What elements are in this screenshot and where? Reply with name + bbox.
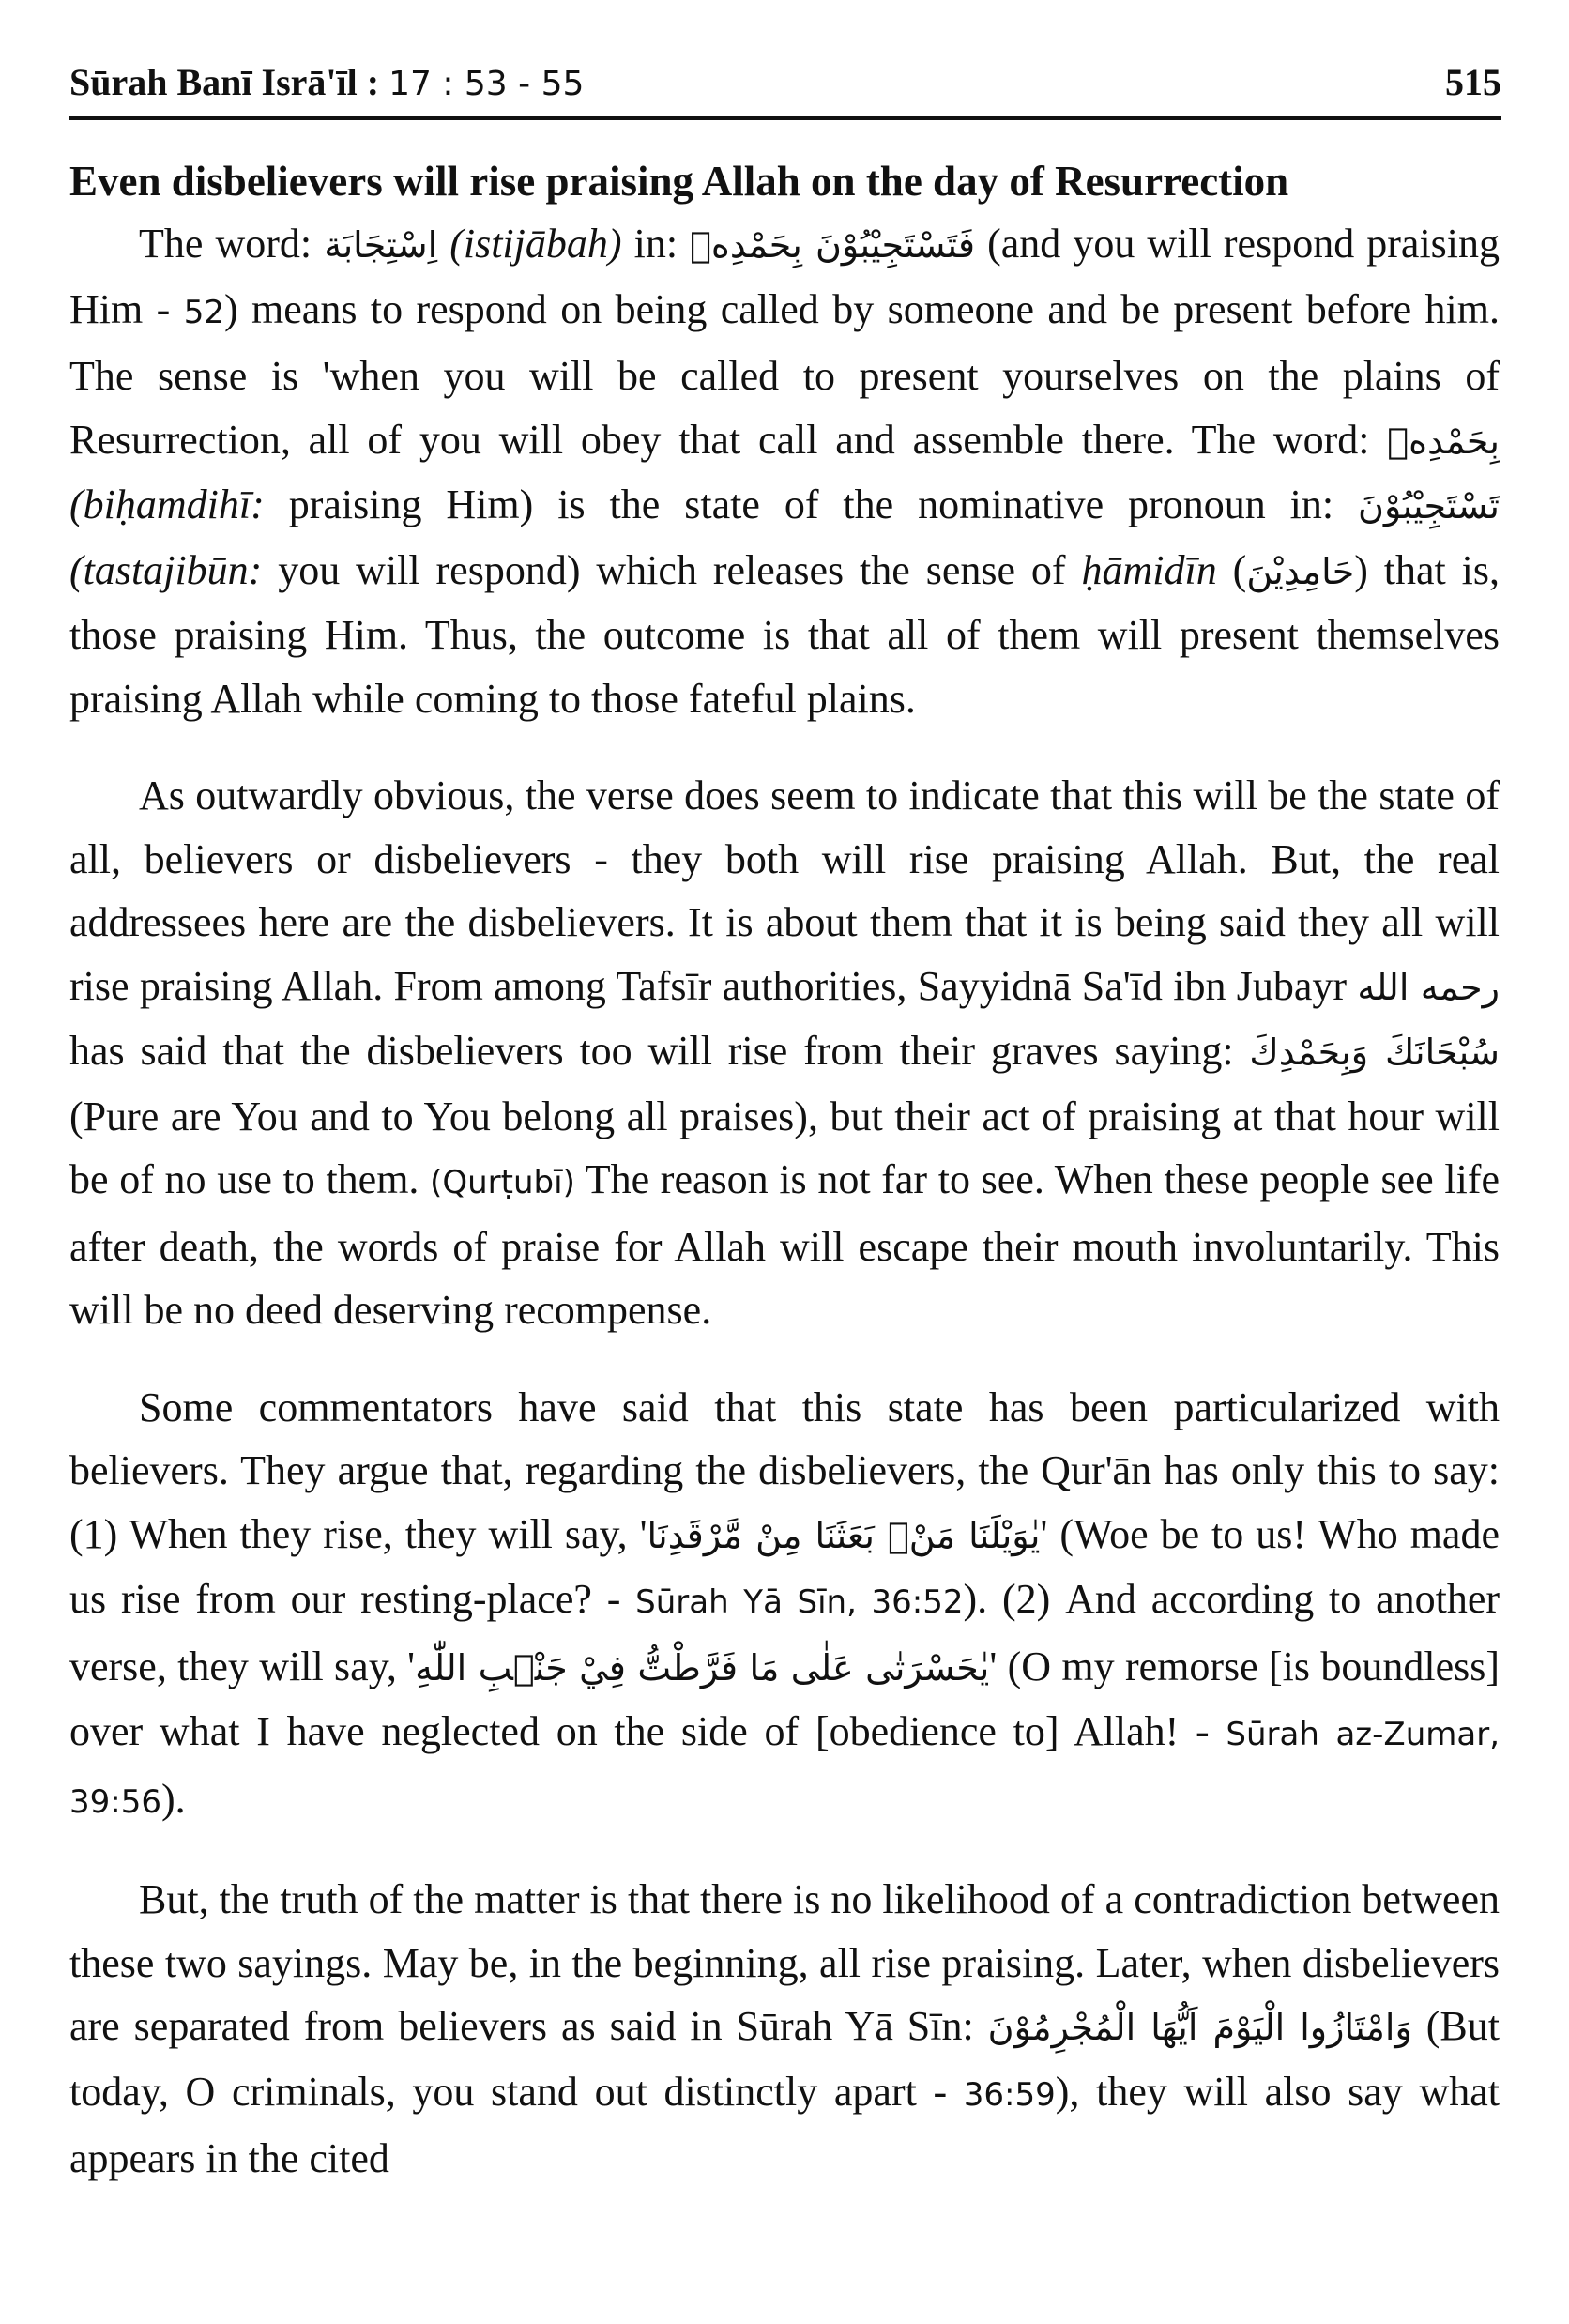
text: ). (2) And according to another verse, they will say, ' bbox=[69, 1576, 1500, 1689]
text: ' (O my remorse [is boundless] over what I have neglected on the side of [obedience to] Allah! - bbox=[69, 1643, 1500, 1754]
transliteration: ḥāmidīn bbox=[1081, 546, 1217, 593]
arabic-term: حَامِدِيْنَ bbox=[1246, 550, 1355, 592]
verse-ref: 36:59 bbox=[963, 2075, 1056, 2114]
paragraph-1 bbox=[69, 212, 1500, 730]
verse-ref: 52 bbox=[183, 293, 224, 331]
arabic-quote: يٰحَسْرَتٰى عَلٰى مَا فَرَّطْتُّ فِيْ جَنْۢبِ اللّٰهِ bbox=[415, 1646, 990, 1689]
running-head bbox=[69, 60, 584, 104]
text: The reason is not far to see. When these people see life after death, the words of praise for Allah will escape their mouth involuntarily. This will be no deed deserving recompense. bbox=[69, 1156, 1500, 1333]
text: praising Him) is the state of the nominative pronoun in: bbox=[264, 482, 1359, 527]
section-heading: Even disbelievers will rise praising Allah on the day of Resurrection bbox=[69, 158, 1289, 205]
text: ), they will also say what appears in the cited bbox=[69, 2068, 1500, 2181]
text: As outwardly obvious, the verse does seem to indicate that this will be the state of all, believers or disbelievers - they both will rise praising Allah. But, the real addressees here are the disbelievers. It is about them that it is being said they all will rise praising Allah. From among Tafsīr authorities, Sayyidnā Sa'īd ibn Jubayr bbox=[69, 772, 1500, 1009]
text: in: bbox=[621, 221, 691, 267]
page-body bbox=[69, 150, 1500, 2191]
arabic-quote: وَامْتَازُوا الْيَوْمَ اَيُّهَا الْمُجْرِمُوْنَ bbox=[987, 2007, 1412, 2048]
paragraph-4 bbox=[69, 1868, 1500, 2191]
arabic-term: تَسْتَجِيْبُوْنَ bbox=[1358, 485, 1500, 527]
text: ( bbox=[1216, 546, 1247, 593]
text: (and you will respond praising Him - bbox=[69, 221, 1500, 332]
surah-title: Sūrah Banī Isrā'īl : bbox=[69, 61, 380, 103]
transliteration: (tastajibūn: bbox=[69, 546, 263, 593]
text: ) means to respond on being called by someone and be present before him. The sense is 'when you will be called to present yourselves on the plains of Resurrection, all of you will obey that call and assemble there. The word: bbox=[69, 285, 1500, 463]
verse-reference: 17 : 53 - 55 bbox=[388, 65, 585, 103]
text: (Pure are You and to You belong all praises), but their act of praising at that hour will be of no use to them. bbox=[69, 1093, 1500, 1202]
paragraph-2 bbox=[69, 764, 1500, 1342]
transliteration: (biḥamdihī: bbox=[69, 482, 265, 527]
paragraph-3 bbox=[69, 1376, 1500, 1835]
verse-ref: Sūrah Yā Sīn, 36:52 bbox=[635, 1583, 964, 1621]
page-header bbox=[69, 54, 1501, 120]
transliteration: (istijābah) bbox=[449, 221, 622, 267]
arabic-quote: يٰوَيْلَنَا مَنْۢ بَعَثَنَا مِنْ مَّرْقَدِنَا bbox=[647, 1514, 1041, 1556]
arabic-term: اِسْتِجَابَة bbox=[324, 224, 438, 266]
source-citation: (Qurṭubī) bbox=[430, 1164, 575, 1201]
text: (But today, O criminals, you stand out distinctly apart - bbox=[69, 2003, 1500, 2115]
text: ' (Woe be to us! Who made us rise from our resting-place? - bbox=[69, 1510, 1500, 1622]
honorific: رحمه الله bbox=[1357, 966, 1500, 1008]
text: The word: bbox=[139, 221, 325, 267]
text: ) that is, those praising Him. Thus, the outcome is that all of them will present themselves praising Allah while coming to those fateful plains. bbox=[69, 546, 1500, 722]
text: has said that the disbelievers too will rise from their graves saying: bbox=[69, 1028, 1250, 1074]
text: you will respond) which releases the sense of bbox=[262, 546, 1082, 593]
text: But, the truth of the matter is that there is no likelihood of a contradiction between these two sayings. May be, in the beginning, all rise praising. Later, when disbelievers are separated from believers as said in Sūrah Yā Sīn: bbox=[69, 1876, 1500, 2049]
verse-ref: Sūrah az-Zumar, 39:56 bbox=[69, 1716, 1500, 1821]
page-number: 515 bbox=[1445, 61, 1501, 103]
arabic-quote: سُبْحَانَكَ وَبِحَمْدِكَ bbox=[1249, 1032, 1500, 1073]
arabic-quote: فَتَسْتَجِيْبُوْنَ بِحَمْدِهٖ bbox=[690, 224, 976, 266]
text: Some commentators have said that this state has been particularized with believers. They argue that, regarding the disbelievers, the Qur'ān has only this to say: (1) When they rise, they will say, ' bbox=[69, 1384, 1500, 1557]
text: ). bbox=[160, 1775, 186, 1822]
arabic-term: بِحَمْدِهٖ bbox=[1387, 420, 1500, 462]
